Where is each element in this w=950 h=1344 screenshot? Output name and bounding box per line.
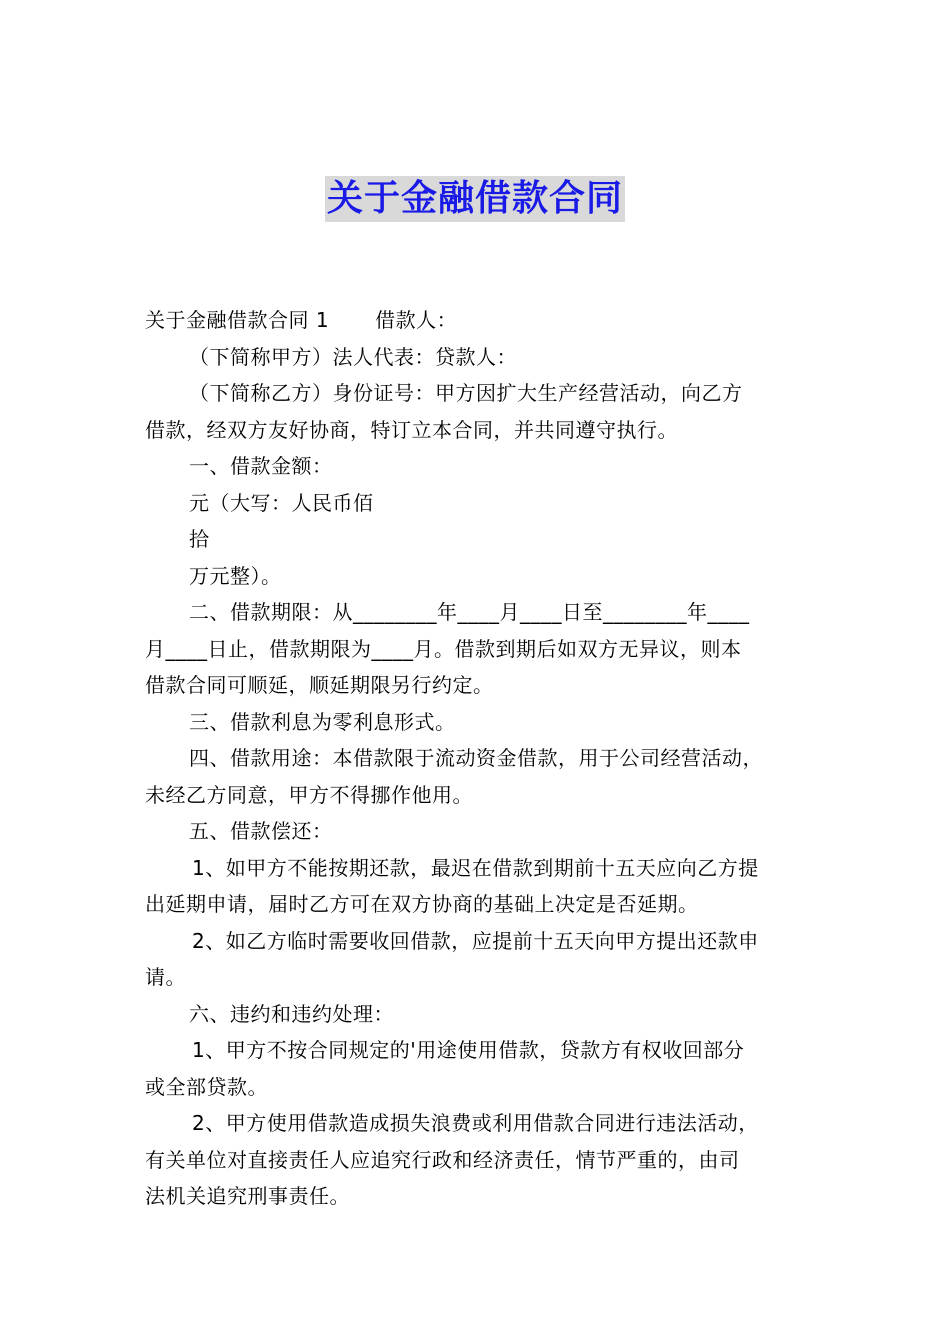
contract-heading-1: 关于金融借款合同 1	[145, 308, 330, 332]
term-line-2: 月____日止，借款期限为____月。借款到期后如双方无异议，则本	[145, 636, 742, 661]
section-heading-interest: 三、借款利息为零利息形式。	[189, 709, 456, 734]
borrower-label: 借款人：	[375, 308, 458, 332]
paragraph-line-2: （下简称甲方）法人代表：贷款人：	[189, 344, 517, 369]
section-heading-repayment: 五、借款偿还：	[189, 819, 333, 843]
repayment-item-2-line-1: 2、如乙方临时需要收回借款，应提前十五天向甲方提出还款申	[192, 928, 759, 953]
amount-line-2: 拾	[189, 527, 210, 551]
paragraph-line-4: 借款，经双方友好协商，特订立本合同，并共同遵守执行。	[145, 417, 678, 442]
amount-line-1: 元（大写：人民币佰	[189, 490, 374, 515]
breach-item-2-line-2: 有关单位对直接责任人应追究行政和经济责任，情节严重的，由司	[145, 1147, 740, 1172]
document-body	[145, 302, 815, 1215]
amount-line-3: 万元整）。	[189, 563, 282, 588]
breach-item-1-line-1: 1、甲方不按合同规定的'用途使用借款，贷款方有权收回部分	[192, 1038, 745, 1062]
breach-item-2-line-3: 法机关追究刑事责任。	[145, 1184, 350, 1208]
purpose-line-2: 未经乙方同意，甲方不得挪作他用。	[145, 782, 473, 807]
breach-item-2-line-1: 2、甲方使用借款造成损失浪费或利用借款合同进行违法活动，	[192, 1111, 759, 1135]
term-line-1: 二、借款期限：从________年____月____日至________年____	[189, 600, 750, 624]
term-line-3: 借款合同可顺延，顺延期限另行约定。	[145, 673, 494, 697]
breach-item-1-line-2: 或全部贷款。	[145, 1074, 268, 1099]
paragraph-line-3: （下简称乙方）身份证号：甲方因扩大生产经营活动，向乙方	[189, 381, 743, 405]
section-heading-breach: 六、违约和违约处理：	[189, 1001, 394, 1026]
document-title: 关于金融借款合同	[325, 176, 625, 222]
repayment-item-1-line-2: 出延期申请，届时乙方可在双方协商的基础上决定是否延期。	[145, 892, 699, 916]
purpose-line-1: 四、借款用途：本借款限于流动资金借款，用于公司经营活动，	[189, 746, 763, 770]
repayment-item-2-line-2: 请。	[145, 965, 186, 989]
paragraph-line-1	[145, 302, 815, 339]
repayment-item-1-line-1: 1、如甲方不能按期还款，最迟在借款到期前十五天应向乙方提	[192, 855, 759, 880]
section-heading-amount: 一、借款金额：	[189, 454, 333, 478]
document-title-block	[0, 176, 950, 222]
